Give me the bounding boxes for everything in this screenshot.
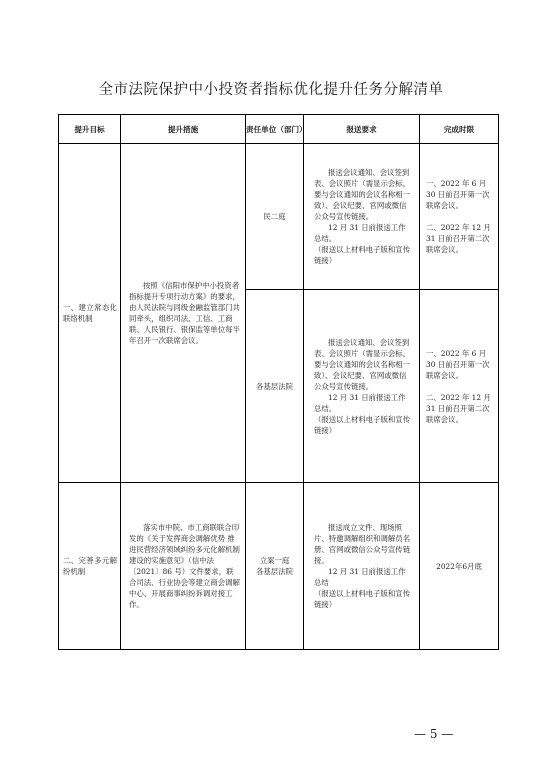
unit-cell: 各基层法院: [246, 290, 304, 483]
header-requirement: 报送要求: [304, 115, 420, 144]
goal-cell: 二、完善多元解纷机制: [59, 483, 121, 650]
unit-cell: 民二庭: [246, 144, 304, 290]
deadline-second: 二、2022 年 12 月 31 日前召开第二次联席会议。: [426, 223, 491, 254]
deadline-cell: 2022年6月底: [420, 483, 499, 650]
table-row: [59, 483, 499, 650]
header-deadline: 完成时限: [420, 115, 499, 144]
deadline-second: 二、2022 年 12 月 31 日前召开第二次联席会议。: [426, 392, 491, 424]
header-goal: 提升目标: [59, 115, 121, 144]
header-measure: 提升措施: [121, 115, 246, 144]
requirement-cell: [304, 290, 420, 483]
unit-cell: 立案一庭 各基层法院: [246, 483, 304, 650]
requirement-text: 报送会议通知、会议签到表、会议照片（需显示会标，要与会议通知的会议名称相一致）、会议纪要、官网或微信公众号宣传链接。: [314, 337, 411, 391]
deadline-first: 一、2022 年 6 月 30 日前召开第一次联席会议。: [426, 179, 490, 210]
page-number: — 5 —: [414, 727, 454, 741]
measure-cell: 按照《信阳市保护中小投资者指标提升专项行动方案》的要求，由人民法院与同级金融监管部门共同牵头，组织司法、工信、工商联、人民银行、银保监等单位每半年召开一次联席会议。: [121, 144, 246, 483]
measure-cell: 落实市中院、市工商联联合印发的《关于发挥商会调解优势 推进民营经济领域纠纷多元化解机制建设的实施意见》（信中法〔2021〕86 号）文件要求，联合司法、行业协会等建立商会调解中心、开展商事纠纷诉调对接工作。: [121, 483, 246, 650]
deadline-first: 一、2022 年 6 月 30 日前召开第一次联席会议。: [426, 348, 490, 380]
requirement-note: （报送以上材料电子版和宣传链接）: [314, 589, 411, 609]
table-header-row: [59, 115, 499, 144]
requirement-note: （报送以上材料电子版和宣传链接）: [314, 245, 411, 265]
requirement-text: 报送会议通知、会议签到表、会议照片（需显示会标，要与会议通知的会议名称相一致）、会议纪要、官网或微信公众号宣传链接。: [314, 168, 411, 221]
header-unit: 责任单位（部门）: [246, 115, 304, 144]
table-row: [59, 144, 499, 290]
requirement-summary: 12 月 31 日前报送工作总结。: [314, 392, 406, 413]
requirement-text: 报送成立文件、现场照片、特邀调解组织和调解员名册、官网或微信公众号宣传链接。: [314, 523, 411, 565]
task-table: [58, 114, 499, 650]
requirement-summary: 12 月 31 日前报送工作总结: [314, 567, 406, 587]
goal-cell: 一、建立常态化联络机制: [59, 144, 121, 483]
requirement-cell: [304, 483, 420, 650]
document-title: 全市法院保护中小投资者指标优化提升任务分解清单: [98, 82, 444, 98]
requirement-summary: 12 月 31 日前报送工作总结。: [314, 223, 406, 243]
deadline-cell: [420, 290, 499, 483]
requirement-cell: [304, 144, 420, 290]
deadline-cell: [420, 144, 499, 290]
requirement-note: （报送以上材料电子版和宣传链接）: [314, 414, 411, 435]
